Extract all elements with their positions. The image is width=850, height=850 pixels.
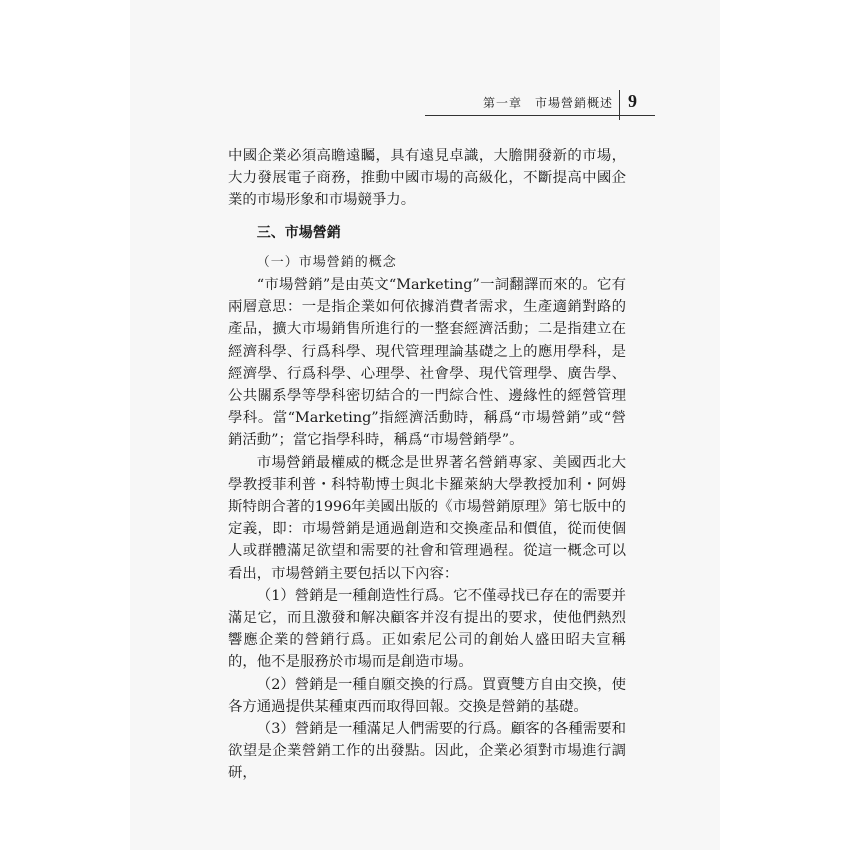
section-heading: 三、市場營銷 xyxy=(256,224,341,241)
page-number: 9 xyxy=(628,91,637,111)
header-rule xyxy=(425,115,655,116)
chapter-title: 第一章 市場營銷概述 xyxy=(482,96,613,110)
paragraph-point-3: （3）營銷是一種滿足人們需要的行爲。顧客的各種需要和欲望是企業營銷工作的出發點。因此，企業必須對市場進行調研， xyxy=(228,721,626,782)
running-header xyxy=(425,92,655,118)
paragraph-point-1: （1）營銷是一種創造性行爲。它不僅尋找已存在的需要并滿足它，而且激發和解决顧客并沒有提出的要求，使他們熱烈響應企業的營銷行爲。正如索尼公司的創始人盛田昭夫宣稱的，他不是服務於市場而是創造市場。 xyxy=(228,587,626,671)
paragraph-point-2: （2）營銷是一種自願交換的行爲。買賣雙方自由交換，使各方通過提供某種東西而取得回報。交換是營銷的基礎。 xyxy=(228,676,626,715)
page-body xyxy=(228,145,626,785)
paragraph-authority: 市場營銷最權威的概念是世界著名營銷專家、美國西北大學教授菲利普・科特勒博士與北卡羅萊納大學教授加利・阿姆斯特朗合著的1996年美國出版的《市場營銷原理》第七版中的定義，即：市場營銷是通過創造和交換產品和價值，從而使個人或群體滿足欲望和需要的社會和管理過程。從這一概念可以看出，市場營銷主要包括以下內容： xyxy=(228,454,626,582)
paragraph-definition: “市場營銷”是由英文“Marketing”一詞翻譯而來的。它有兩層意思：一是指企業如何依據消費者需求，生產適銷對路的產品，擴大市場銷售所進行的一整套經濟活動；二是指建立在經濟科學、行爲科學、現代管理理論基礎之上的應用學科，是經濟學、行爲科學、心理學、社會學、現代管理學、廣告學、公共關系學等學科密切結合的一門綜合性、邊緣性的經營管理學科。當“Marketing”指經濟活動時，稱爲“市場營銷”或“營銷活動”；當它指學科時，稱爲“市場營銷學”。 xyxy=(228,277,626,449)
subsection-heading: （一）市場營銷的概念 xyxy=(256,254,397,270)
intro-paragraph: 中國企業必須高瞻遠矚，具有遠見卓識，大膽開發新的市場，大力發展電子商務，推動中國市場的高級化，不斷提高中國企業的市場形象和市場競爭力。 xyxy=(228,148,626,209)
header-separator xyxy=(619,90,620,120)
